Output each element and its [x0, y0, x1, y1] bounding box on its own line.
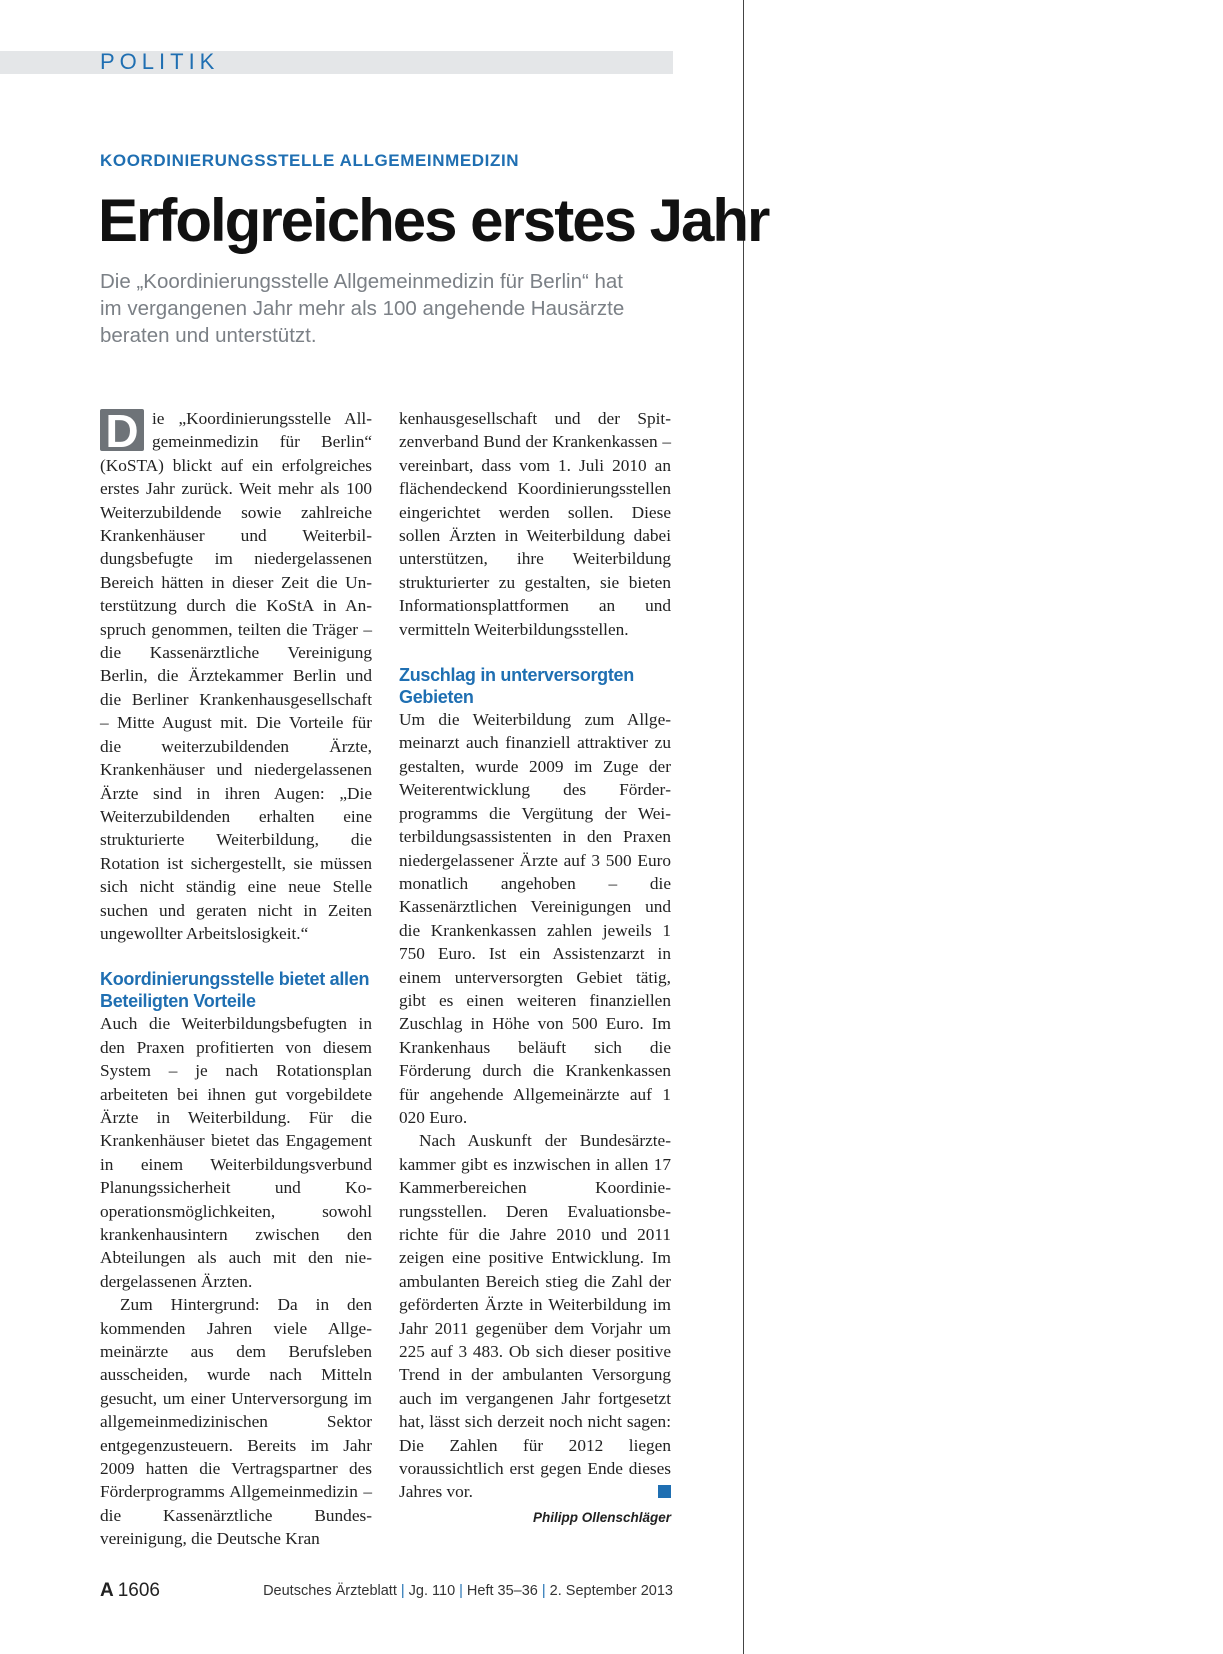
article-kicker: KOORDINIERUNGSSTELLE ALLGEMEINMEDIZIN — [100, 151, 520, 170]
footer-separator: | — [400, 1583, 405, 1599]
paragraph-evaluation-text: Nach Auskunft der Bundesärztekammer gibt es inzwischen in allen 17 Kammerbereichen Koordinierungsstellen. Deren Evaluationsberichte für die Jahre 2010 und 2011 zeigen eine positive Entwicklung. Im ambulanten Bereich stieg die Zahl der geförderten Ärzte in Weiterbildung im Jahr 2011 gegenüber dem Vorjahr um 225 auf 3 483. Ob sich dieser positive Trend in der ambulanten Versorgung auch im vergangenen Jahr fortgesetzt hat, lässt sich derzeit noch nicht sagen: Die Zahlen für 2012 liegen voraussichtlich erst gegen Ende dieses Jahres vor. — [399, 1131, 671, 1502]
article-title: Erfolgreiches erstes Jahr — [98, 187, 769, 254]
journal-date: 2. September 2013 — [549, 1583, 673, 1599]
paragraph-hintergrund: Zum Hintergrund: Da in den kommenden Jahren viele Allgemeinärzte aus dem Berufsleben ausscheiden, wurde nach Mitteln gesucht, um einer Unterversorgung im allgemeinmedizinischen Sektor entgegenzusteuern. Bereits im Jahr 2009 hatten die Vertragspartner des Förderprogramms Allgemeinmedizin – die Kassenärztliche Bundesvereinigung, die Deutsche Kran — [100, 1295, 372, 1549]
article-column-right — [399, 407, 671, 1529]
page-number — [100, 1580, 160, 1602]
paragraph-hintergrund-cont: kenhausgesellschaft und der Spitzenverband Bund der Krankenkassen – vereinbart, dass vom 1. Juli 2010 an flächendeckend Koordinierungsstellen eingerichtet werden sollen. Diese sollen Ärzten in Weiterbildung dabei unterstützen, ihre Weiterbildung strukturierter zu gestalten, sie bieten Informationsplattformen an und vermitteln Weiterbildungsstellen. — [399, 409, 671, 639]
subhead-zuschlag: Zuschlag in unterversorgten Gebieten — [399, 665, 634, 708]
page-number-value: 1606 — [117, 1580, 161, 1601]
paragraph-intro-text: ie „Koordinierungsstelle Allgemeinmedizin für Berlin“ (KoSTA) blickt auf ein erfolgreiches erstes Jahr zurück. Weit mehr als 100 Weiterzubildende sowie zahlreiche Krankenhäuser und Weiterbildungsbefugte im niedergelassenen Bereich hätten in dieser Zeit die Unterstützung durch die KoStA in Anspruch genommen, teilten die Träger – die Kassenärztliche Vereinigung Berlin, die Ärztekammer Berlin und die Berliner Krankenhausgesellschaft – Mitte August mit. Die Vorteile für die weiterzubildenden Ärzte, Krankenhäuser und niedergelassenen Ärzte sind in ihren Augen: „Die Weiterzubildenden erhalten eine strukturierte Weiterbildung, die Rotation ist sichergestellt, sie müssen sich nicht ständig eine neue Stelle suchen und geraten nicht in Zeiten ungewollter Arbeitslosigkeit.“ — [100, 409, 372, 943]
footer-separator: | — [459, 1583, 463, 1599]
paragraph-intro — [100, 407, 372, 945]
article-author: Philipp Ollenschläger — [532, 1509, 671, 1525]
subhead-vorteile: Koordinierungsstelle bietet allen Beteiligten Vorteile — [100, 969, 370, 1012]
section-label: POLITIK — [100, 49, 220, 74]
footer-separator: | — [541, 1583, 546, 1599]
article-lead: Die „Koordinierungsstelle Allgemeinmedizin für Berlin“ hat im vergangenen Jahr mehr als 100 angehende Hausärzte beraten und unterstützt. — [100, 270, 625, 347]
journal-issue: Heft 35–36 — [466, 1583, 538, 1599]
page-footer — [100, 1580, 673, 1604]
article-column-left — [100, 407, 372, 1551]
drop-cap: D — [100, 409, 144, 451]
paragraph-verguetung: Um die Weiterbildung zum Allgemeinarzt auch finanziell attraktiver zu gestalten, wurde 2009 im Zuge der Weiterentwicklung des Förderprogramms die Vergütung der Weiterbildungsassistenten in den Praxen niedergelassener Ärzte auf 3 500 Euro monatlich angehoben – die Kassenärztlichen Vereinigungen und die Krankenkassen zahlen jeweils 1 750 Euro. Ist ein Assistenzarzt in einem unterversorgten Gebiet tätig, gibt es einen weiteren finanziellen Zuschlag in Höhe von 500 Euro. Im Krankenhaus beläuft sich die Förderung durch die Krankenkassen für angehende Allgemeinärzte auf 1 020 Euro. — [399, 710, 671, 1127]
end-mark — [658, 1485, 671, 1498]
page-prefix: A — [100, 1580, 114, 1601]
journal-name: Deutsches Ärzteblatt — [263, 1583, 397, 1599]
paragraph-weiterbildungsbefugte: Auch die Weiterbildungsbefugten in den Praxen profitierten von diesem System – je nach Rotationsplan arbeiteten bei ihnen gut vorgebildete Ärzte in Weiterbildung. Für die Krankenhäuser bietet das Engagement in einem Weiterbildungsverbund Planungssicherheit und Kooperationsmöglichkeiten, sowohl krankenhausintern zwischen den Abteilungen als auch mit den niedergelassenen Ärzten. — [100, 1014, 372, 1291]
journal-volume: Jg. 110 — [408, 1583, 456, 1599]
paragraph-evaluation — [399, 1129, 671, 1504]
journal-info — [263, 1583, 673, 1599]
